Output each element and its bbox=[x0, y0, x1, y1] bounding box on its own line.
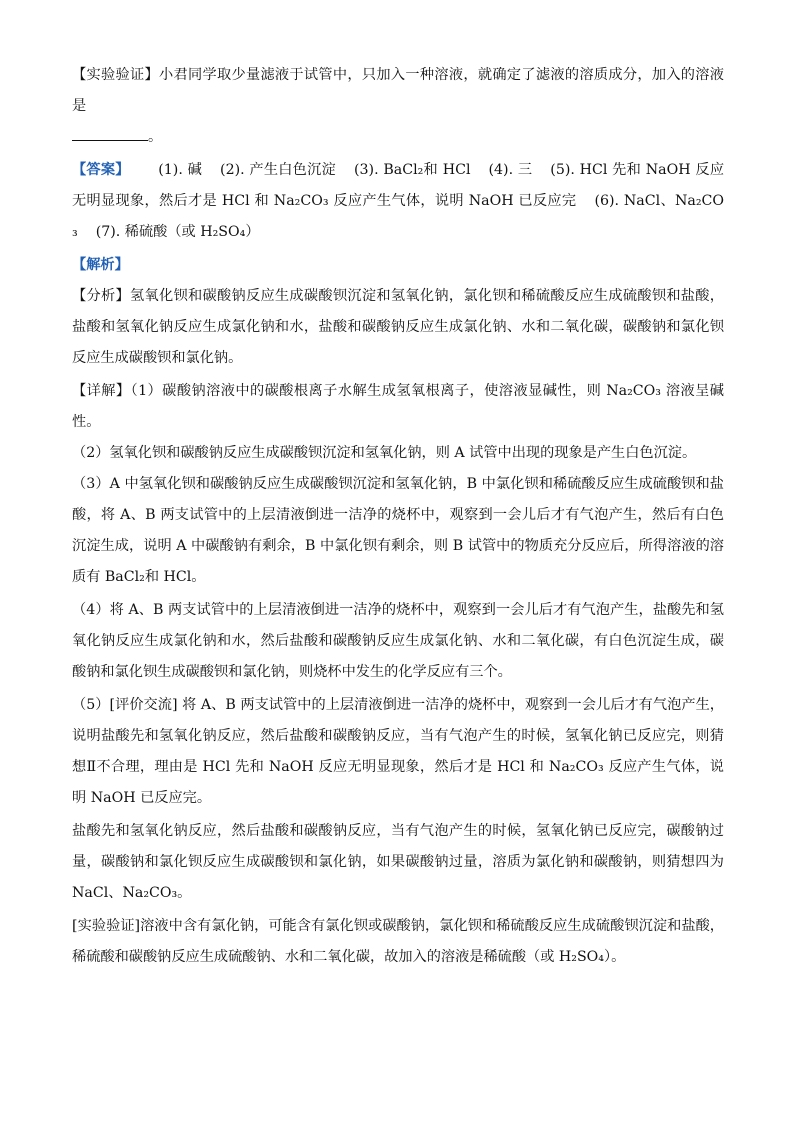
answer-block bbox=[72, 155, 724, 248]
document-page bbox=[72, 60, 724, 973]
detail-paragraph-7: [实验验证]溶液中含有氯化钠，可能含有氯化钡或碳酸钠，氯化钡和稀硫酸反应生成硫酸钡沉淀和盐酸，稀硫酸和碳酸钠反应生成硫酸钠、水和二氧化碳，故加入的溶液是稀硫酸（或 H₂SO₄）。 bbox=[72, 918, 724, 965]
detail-paragraph-3: （3）A 中氢氧化钡和碳酸钠反应生成碳酸钡沉淀和氢氧化钠，B 中氯化钡和稀硫酸反应生成硫酸钡和盐酸，将 A、B 两支试管中的上层清液倒进一洁净的烧杯中，观察到一会儿后才有气泡产生，然后有白色沉淀生成，说明 A 中碳酸钠有剩余，B 中氯化钡有剩余，则 B 试管中的物质充分反应后，所得溶液的溶质有 BaCl₂和 HCl。 bbox=[72, 476, 724, 585]
answer-item-6: (6). NaCl、Na₂CO₃ bbox=[72, 193, 725, 240]
answer-item-5: (5). HCl 先和 NaOH 反应无明显现象，然后才是 HCl 和 Na₂CO₃ 反应产生气体，说明 NaOH 已反应完 bbox=[72, 162, 725, 209]
detail-paragraph-2: （2）氢氧化钡和碳酸钠反应生成碳酸钡沉淀和氢氧化钠，则 A 试管中出现的现象是产生白色沉淀。 bbox=[72, 445, 697, 461]
answer-item-7: (7). 稀硫酸（或 H₂SO₄） bbox=[95, 224, 260, 240]
verify-question bbox=[72, 60, 724, 153]
detail-paragraph-5: （5）[评价交流] 将 A、B 两支试管中的上层清液倒进一洁净的烧杯中，观察到一会儿后才有气泡产生，说明盐酸先和氢氧化钠反应，然后盐酸和碳酸钠反应，当有气泡产生的时候，氢氧化钠已反应完，则猜想Ⅱ不合理，理由是 HCl 先和 NaOH 反应无明显现象，然后才是 HCl 和 Na₂CO₃ 反应产生气体，说明 NaOH 已反应完。 bbox=[72, 697, 724, 806]
answer-item-3: (3). BaCl₂和 HCl bbox=[353, 162, 471, 178]
answer-item-2: (2). 产生白色沉淀 bbox=[220, 162, 336, 178]
verify-text: 【实验验证】小君同学取少量滤液于试管中，只加入一种溶液，就确定了滤液的溶质成分，加入的溶液是 bbox=[72, 67, 724, 114]
analysis-label: 【解析】 bbox=[72, 257, 129, 273]
detail-paragraph-6: 盐酸先和氢氧化钠反应，然后盐酸和碳酸钠反应，当有气泡产生的时候，氢氧化钠已反应完，碳酸钠过量，碳酸钠和氯化钡反应生成碳酸钡和氯化钠，如果碳酸钠过量，溶质为氯化钠和碳酸钠，则猜想四为 NaCl、Na₂CO₃。 bbox=[72, 823, 724, 901]
answer-item-1: (1). 碱 bbox=[158, 162, 203, 178]
answer-label: 【答案】 bbox=[72, 162, 130, 178]
verify-end: 。 bbox=[148, 129, 163, 145]
answer-item-4: (4). 三 bbox=[488, 162, 533, 178]
detail-paragraph-4: （4）将 A、B 两支试管中的上层清液倒进一洁净的烧杯中，观察到一会儿后才有气泡产生，盐酸先和氢氧化钠反应生成氯化钠和水，然后盐酸和碳酸钠反应生成氯化钠、水和二氧化碳，有白色沉淀生成，碳酸钠和氯化钡生成碳酸钡和氯化钠，则烧杯中发生的化学反应有三个。 bbox=[72, 602, 724, 680]
analysis-heading bbox=[72, 250, 724, 281]
answer-blank bbox=[72, 124, 148, 141]
detail-paragraph-1: 【详解】（1）碳酸钠溶液中的碳酸根离子水解生成氢氧根离子，使溶液显碱性，则 Na₂CO₃ 溶液呈碱性。 bbox=[72, 383, 724, 430]
analysis-paragraph: 【分析】氢氧化钡和碳酸钠反应生成碳酸钡沉淀和氢氧化钠，氯化钡和稀硫酸反应生成硫酸钡和盐酸，盐酸和氢氧化钠反应生成氯化钠和水，盐酸和碳酸钠反应生成氯化钠、水和二氧化碳，碳酸钠和氯化钡反应生成碳酸钡和氯化钠。 bbox=[72, 288, 724, 366]
